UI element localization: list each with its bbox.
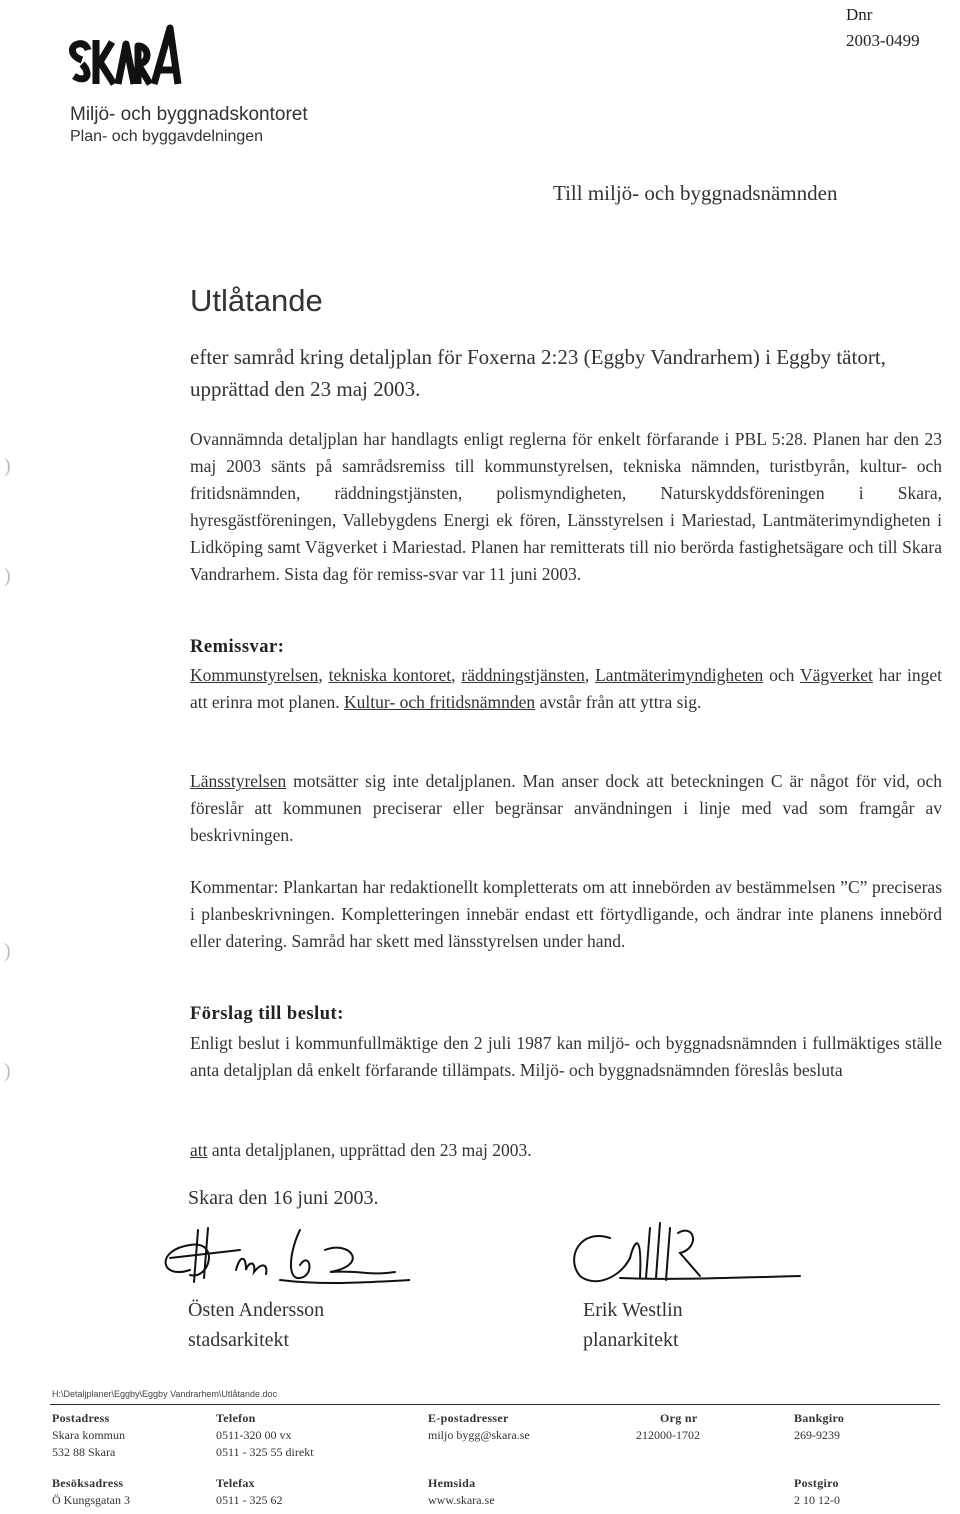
underlined-text: Vägverket bbox=[799, 665, 873, 685]
text-segment: , bbox=[451, 665, 462, 685]
spacer bbox=[428, 1461, 530, 1475]
underlined-text: att bbox=[190, 1140, 208, 1160]
footer-label: Postgiro bbox=[794, 1476, 839, 1490]
text-segment: har inget att erinra mot planen. bbox=[190, 665, 942, 712]
text-segment: motsätter sig inte detaljplanen. Man anser dock att beteckningen C är något för vid, och föreslår att kommunen preciserar eller begränsar användningen i linje med vad som framgår av beskrivningen. bbox=[190, 771, 942, 845]
paragraph-remissvar bbox=[190, 662, 942, 716]
heading-remissvar: Remissvar: bbox=[190, 637, 285, 657]
footer-value: 0511-320 00 vx bbox=[216, 1428, 292, 1442]
recipient: Till miljö- och byggnadsnämnden bbox=[553, 181, 838, 205]
text-segment: , bbox=[584, 665, 596, 685]
spacer bbox=[794, 1444, 844, 1461]
handwritten-signature-icon bbox=[150, 1210, 410, 1300]
footer-column-orgnr bbox=[636, 1410, 700, 1444]
paragraph-beslut: Enligt beslut i kommunfullmäktige den 2 juli 1987 kan miljö- och byggnadsnämnden i fullmäktiges ställe anta detaljplan då enkelt förfarande tillämpats. Miljö- och byggnadsnämnden föreslås besluta bbox=[190, 1033, 942, 1080]
signature-right bbox=[560, 1208, 810, 1308]
underlined-text: tekniska kontoret bbox=[328, 665, 452, 685]
document-title: Utlåtande bbox=[190, 283, 323, 318]
text-segment: , bbox=[318, 665, 329, 685]
footer-column-web bbox=[428, 1410, 530, 1509]
underlined-text: räddningstjänsten bbox=[461, 665, 585, 685]
footer-value: 2 10 12-0 bbox=[794, 1493, 840, 1507]
underlined-text: Länsstyrelsen bbox=[190, 771, 287, 791]
signatory-title: planarkitekt bbox=[583, 1329, 679, 1351]
dnr-label: Dnr bbox=[846, 5, 873, 24]
footer-label: Postadress bbox=[52, 1411, 110, 1425]
spacer bbox=[428, 1444, 530, 1461]
spacer bbox=[52, 1461, 130, 1475]
signatory-left bbox=[188, 1295, 324, 1355]
footer-label: Besöksadress bbox=[52, 1476, 124, 1490]
paragraph-lansstyrelsen bbox=[190, 768, 942, 849]
signatory-name: Östen Andersson bbox=[188, 1299, 325, 1321]
footer-value: 532 88 Skara bbox=[52, 1445, 116, 1459]
footer-value: 269-9239 bbox=[794, 1428, 840, 1442]
skara-logo bbox=[66, 20, 186, 107]
office-name: Miljö- och byggnadskontoret bbox=[70, 104, 308, 125]
signatory-name: Erik Westlin bbox=[583, 1299, 683, 1321]
footer-label: E-postadresser bbox=[428, 1411, 509, 1425]
footer-label: Hemsida bbox=[428, 1476, 476, 1490]
margin-mark: ) bbox=[4, 455, 11, 477]
text-segment: och bbox=[763, 665, 800, 685]
paragraph-kommentar: Kommentar: Plankartan har redaktionellt kompletterats om att innebörden av bestämmelsen ”C” preciseras i planbeskrivningen. Kompletteringen innebär endast ett förtydligande, och ändrar inte planens innebörd eller datering. Samråd har skett med länsstyrelsen under hand. bbox=[190, 877, 942, 951]
document-subtitle: efter samråd kring detaljplan för Foxerna 2:23 (Eggby Vandrarhem) i Eggby tätort, upprättad den 23 maj 2003. bbox=[190, 345, 886, 401]
footer-divider bbox=[50, 1404, 940, 1405]
spacer bbox=[216, 1461, 314, 1475]
signatory-right bbox=[583, 1295, 683, 1355]
underlined-text: Kommunstyrelsen bbox=[190, 665, 319, 685]
footer-column-phone bbox=[216, 1410, 314, 1509]
margin-mark: ) bbox=[4, 940, 11, 962]
paragraph-att bbox=[190, 1137, 942, 1164]
footer-label: Telefon bbox=[216, 1411, 256, 1425]
signature-left bbox=[150, 1210, 410, 1305]
paragraph-procedure: Ovannämnda detaljplan har handlagts enligt reglerna för enkelt förfarande i PBL 5:28. Planen har den 23 maj 2003 sänts på samrådsremiss till kommunstyrelsen, tekniska nämnden, turistbyrån, kultur- och fritidsnämnden, räddningstjänsten, polismyndigheten, Naturskyddsföreningen i Skara, hyresgästföreningen, Vallebygdens Energi ek fören, Länsstyrelsen i Mariestad, Lantmäterimyndigheten i Lidköping samt Vägverket i Mariestad. Planen har remitterats till nio berörda fastighetsägare och till Skara Vandrarhem. Sista dag för remiss-svar var 11 juni 2003. bbox=[190, 429, 942, 584]
signatory-title: stadsarkitekt bbox=[188, 1329, 290, 1351]
text-segment: avstår från att yttra sig. bbox=[535, 692, 702, 712]
footer-value: Ö Kungsgatan 3 bbox=[52, 1493, 130, 1507]
footer-value: 0511 - 325 62 bbox=[216, 1493, 283, 1507]
date-line: Skara den 16 juni 2003. bbox=[188, 1187, 379, 1209]
footer-label: Org nr bbox=[660, 1411, 698, 1425]
footer-value: miljo bygg@skara.se bbox=[428, 1428, 530, 1442]
underlined-text: Kultur- och fritidsnämnden bbox=[344, 692, 536, 712]
department-name: Plan- och byggavdelningen bbox=[70, 128, 264, 145]
margin-mark: ) bbox=[4, 1060, 11, 1082]
footer-value: Skara kommun bbox=[52, 1428, 125, 1442]
text-segment: anta detaljplanen, upprättad den 23 maj 2003. bbox=[207, 1140, 532, 1160]
footer-label: Telefax bbox=[216, 1476, 255, 1490]
dnr-value: 2003-0499 bbox=[846, 31, 920, 50]
heading-forslag: Förslag till beslut: bbox=[190, 1004, 344, 1024]
footer-value: 0511 - 325 55 direkt bbox=[216, 1445, 314, 1459]
diary-number bbox=[846, 2, 920, 54]
footer-column-giro bbox=[794, 1410, 844, 1509]
spacer bbox=[794, 1461, 844, 1475]
footer-value: 212000-1702 bbox=[636, 1428, 700, 1442]
skara-logo-icon bbox=[66, 20, 186, 102]
footer-column-address bbox=[52, 1410, 130, 1509]
handwritten-signature-icon bbox=[560, 1208, 810, 1303]
margin-mark: ) bbox=[4, 565, 11, 587]
underlined-text: Lantmäterimyndigheten bbox=[595, 665, 764, 685]
footer-label: Bankgiro bbox=[794, 1411, 845, 1425]
file-path: H:\Detaljplaner\Eggby\Eggby Vandrarhem\Utlåtande.doc bbox=[52, 1389, 277, 1399]
footer-value: www.skara.se bbox=[428, 1493, 495, 1507]
